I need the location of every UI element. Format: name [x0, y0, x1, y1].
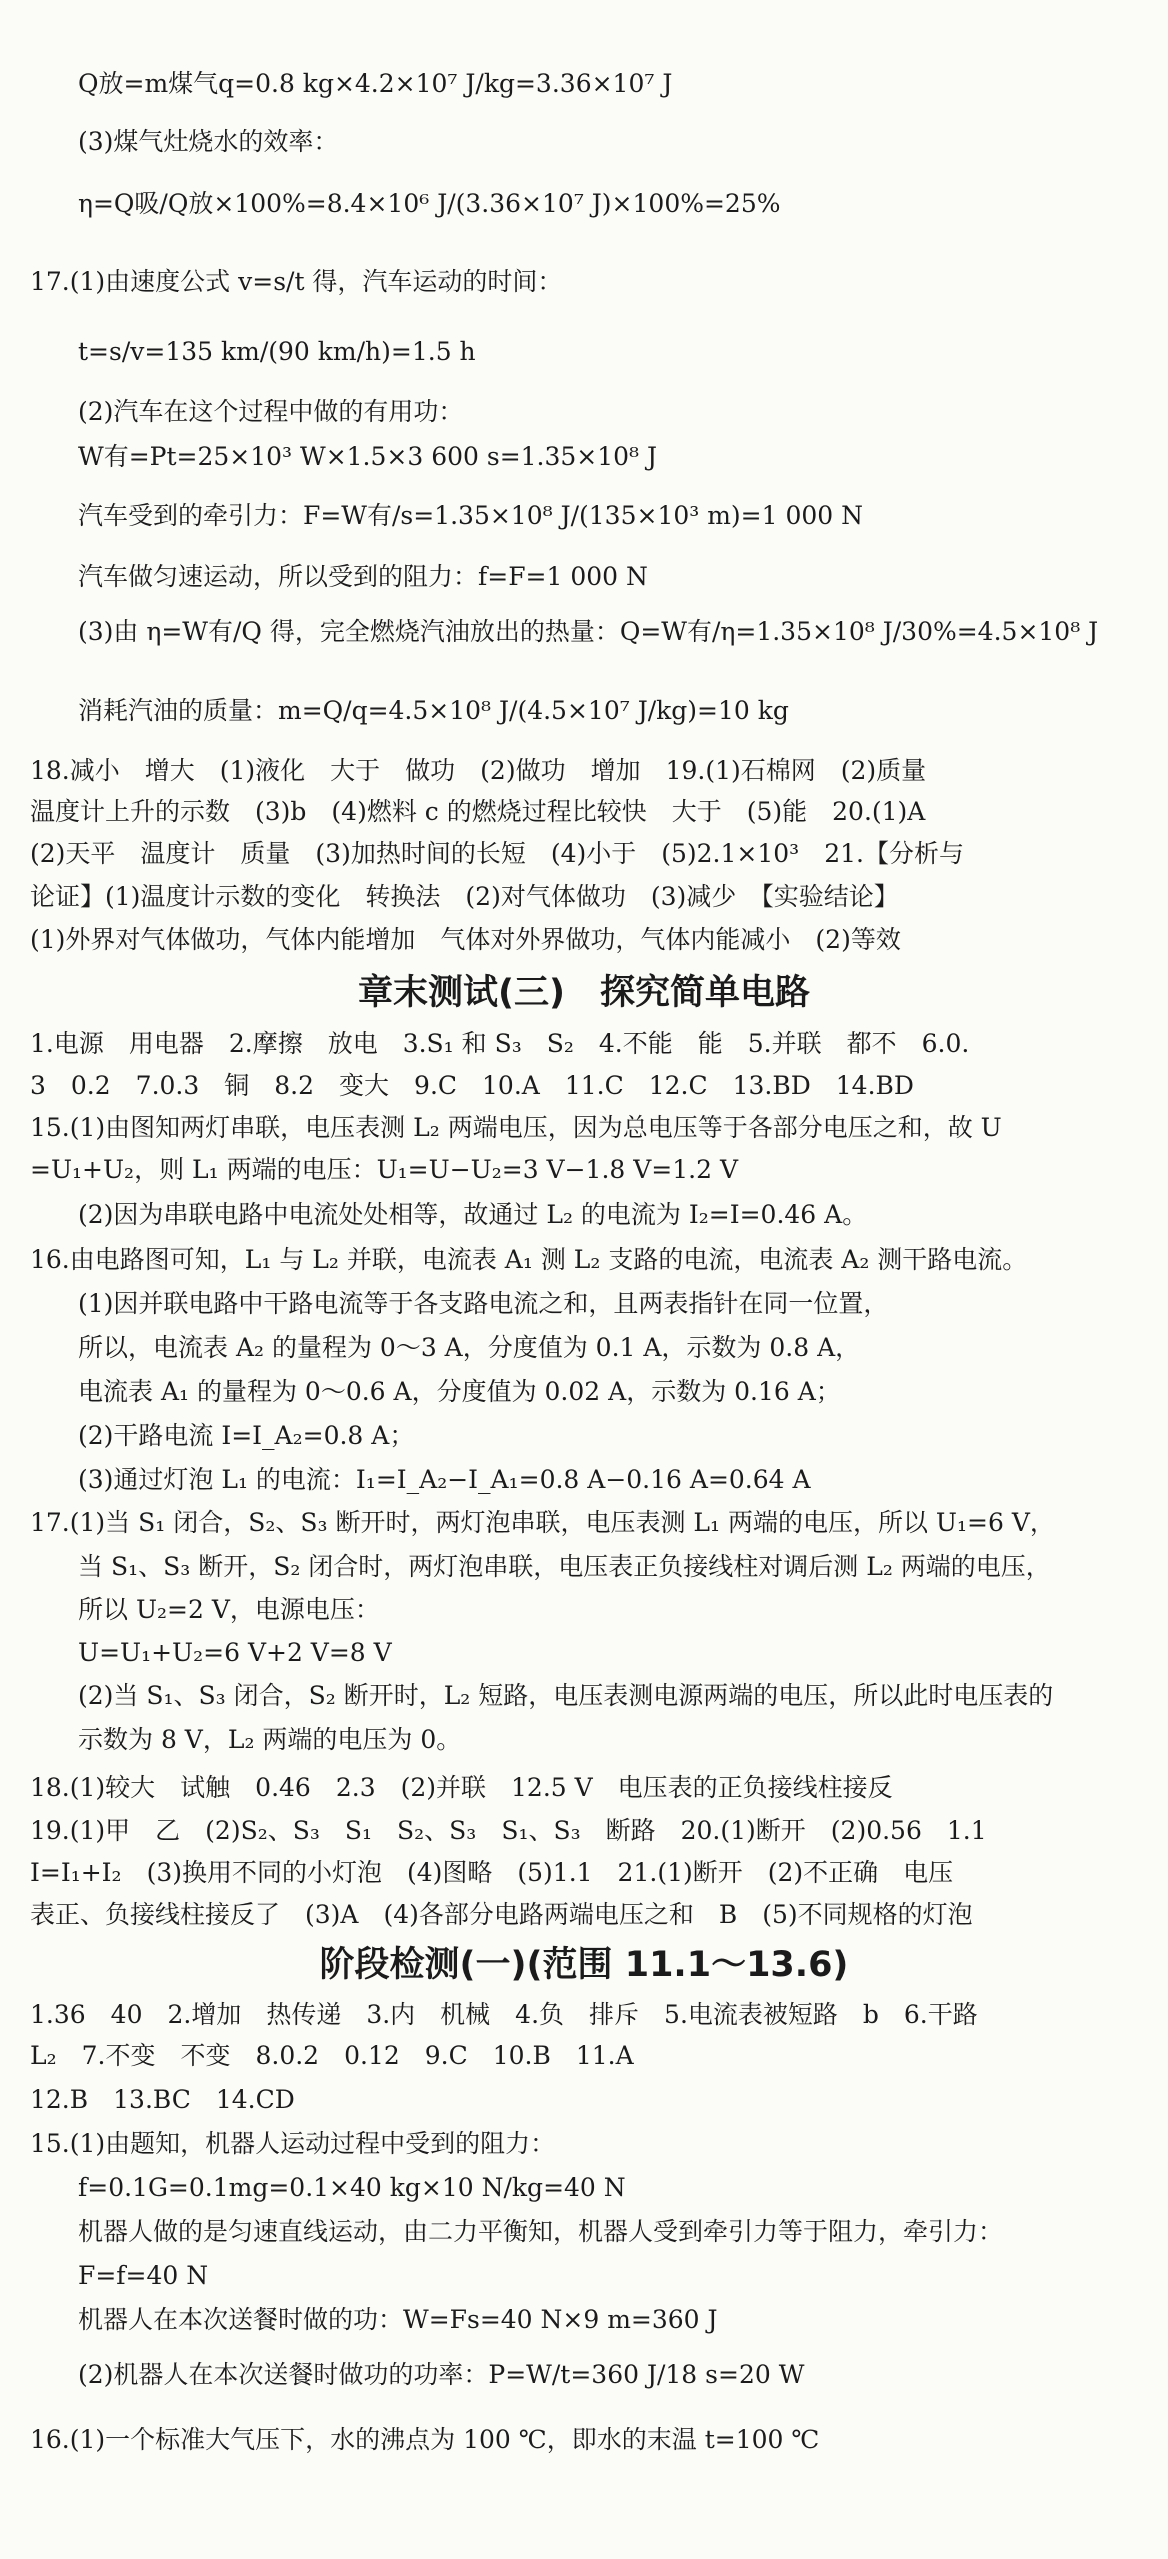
text-line: 所以，电流表 A₂ 的量程为 0～3 A，分度值为 0.1 A，示数为 0.8 A， — [78, 1333, 861, 1362]
text-line: (2)因为串联电路中电流处处相等，故通过 L₂ 的电流为 I₂=I=0.46 A。 — [78, 1200, 868, 1229]
text-line: 16.由电路图可知，L₁ 与 L₂ 并联，电流表 A₁ 测 L₂ 支路的电流，电流表 A₂ 测干路电流。 — [30, 1245, 1028, 1274]
text-line: 所以 U₂=2 V，电源电压： — [78, 1595, 380, 1624]
text-line: 15.(1)由题知，机器人运动过程中受到的阻力： — [30, 2129, 556, 2158]
text-line: I=I₁+I₂ (3)换用不同的小灯泡 (4)图略 (5)1.1 21.(1)断开 (2)不正确 电压 — [30, 1858, 954, 1887]
text-line: η=Q吸/Q放×100%=8.4×10⁶ J/(3.36×10⁷ J)×100%=25% — [78, 189, 781, 218]
text-line: 消耗汽油的质量：m=Q/q=4.5×10⁸ J/(4.5×10⁷ J/kg)=10 kg — [78, 696, 789, 725]
text-line: F=f=40 N — [78, 2261, 209, 2290]
text-line: 17.(1)由速度公式 v=s/t 得，汽车运动的时间： — [30, 267, 563, 296]
text-line: 18.减小 增大 (1)液化 大于 做功 (2)做功 增加 19.(1)石棉网 (2)质量 — [30, 756, 927, 785]
text-line: 18.(1)较大 试触 0.46 2.3 (2)并联 12.5 V 电压表的正负接线柱接反 — [30, 1773, 893, 1802]
text-line: 1.36 40 2.增加 热传递 3.内 机械 4.负 排斥 5.电流表被短路 b 6.干路 — [30, 2000, 978, 2029]
text-line: t=s/v=135 km/(90 km/h)=1.5 h — [78, 337, 476, 366]
text-line: 汽车做匀速运动，所以受到的阻力：f=F=1 000 N — [78, 562, 648, 591]
text-line: (3)煤气灶烧水的效率： — [78, 127, 339, 156]
text-line: (2)机器人在本次送餐时做功的功率：P=W/t=360 J/18 s=20 W — [78, 2360, 805, 2389]
text-line: Q放=m煤气q=0.8 kg×4.2×10⁷ J/kg=3.36×10⁷ J — [78, 69, 673, 98]
text-line: 温度计上升的示数 (3)b (4)燃料 c 的燃烧过程比较快 大于 (5)能 20.(1)A — [30, 797, 926, 826]
text-line: 当 S₁、S₃ 断开，S₂ 闭合时，两灯泡串联，电压表正负接线柱对调后测 L₂ 两端的电压， — [78, 1552, 1051, 1581]
text-line: 表正、负接线柱接反了 (3)A (4)各部分电路两端电压之和 B (5)不同规格的灯泡 — [30, 1900, 973, 1929]
text-line: W有=Pt=25×10³ W×1.5×3 600 s=1.35×10⁸ J — [78, 442, 658, 471]
section-heading: 阶段检测(一)(范围 11.1～13.6) — [319, 1945, 849, 1985]
text-line: f=0.1G=0.1mg=0.1×40 kg×10 N/kg=40 N — [78, 2173, 626, 2202]
text-line: 1.电源 用电器 2.摩擦 放电 3.S₁ 和 S₃ S₂ 4.不能 能 5.并联 都不 6.0. — [30, 1029, 970, 1058]
text-line: 16.(1)一个标准大气压下，水的沸点为 100 ℃，即水的末温 t=100 ℃ — [30, 2425, 820, 2454]
text-line: 汽车受到的牵引力：F=W有/s=1.35×10⁸ J/(135×10³ m)=1 000 N — [78, 501, 864, 530]
text-line: 机器人做的是匀速直线运动，由二力平衡知，机器人受到牵引力等于阻力，牵引力： — [78, 2217, 1004, 2246]
text-line: 论证】(1)温度计示数的变化 转换法 (2)对气体做功 (3)减少 【实验结论】 — [30, 882, 899, 911]
text-line: (1)因并联电路中干路电流等于各支路电流之和，且两表指针在同一位置， — [78, 1289, 889, 1318]
text-line: 机器人在本次送餐时做的功：W=Fs=40 N×9 m=360 J — [78, 2305, 718, 2334]
text-line: 12.B 13.BC 14.CD — [30, 2085, 295, 2114]
section-heading: 章末测试(三) 探究简单电路 — [358, 973, 810, 1013]
text-line: 19.(1)甲 乙 (2)S₂、S₃ S₁ S₂、S₃ S₁、S₃ 断路 20.(1)断开 (2)0.56 1.1 — [30, 1816, 987, 1845]
text-line: (1)外界对气体做功，气体内能增加 气体对外界做功，气体内能减小 (2)等效 — [30, 925, 901, 954]
text-line: 15.(1)由图知两灯串联，电压表测 L₂ 两端电压，因为总电压等于各部分电压之和，故 U — [30, 1113, 1002, 1142]
text-line: 电流表 A₁ 的量程为 0～0.6 A，分度值为 0.02 A，示数为 0.16 A； — [78, 1377, 841, 1406]
text-line: U=U₁+U₂=6 V+2 V=8 V — [78, 1638, 392, 1667]
text-line: (2)天平 温度计 质量 (3)加热时间的长短 (4)小于 (5)2.1×10³ 21.【分析与 — [30, 839, 964, 868]
text-line: =U₁+U₂，则 L₁ 两端的电压：U₁=U−U₂=3 V−1.8 V=1.2 V — [30, 1155, 739, 1184]
text-line: (2)干路电流 I=I_A₂=0.8 A； — [78, 1421, 415, 1450]
text-line: (2)当 S₁、S₃ 闭合，S₂ 断开时，L₂ 短路，电压表测电源两端的电压，所以此时电压表的 — [78, 1681, 1054, 1710]
text-line: (3)由 η=W有/Q 得，完全燃烧汽油放出的热量：Q=W有/η=1.35×10⁸ J/30%=4.5×10⁸ J — [78, 617, 1099, 646]
text-line: 17.(1)当 S₁ 闭合，S₂、S₃ 断开时，两灯泡串联，电压表测 L₁ 两端的电压，所以 U₁=6 V， — [30, 1508, 1055, 1537]
text-line: (2)汽车在这个过程中做的有用功： — [78, 397, 464, 426]
text-line: 示数为 8 V，L₂ 两端的电压为 0。 — [78, 1725, 462, 1754]
text-line: 3 0.2 7.0.3 铜 8.2 变大 9.C 10.A 11.C 12.C 13.BD 14.BD — [30, 1071, 914, 1100]
text-line: (3)通过灯泡 L₁ 的电流：I₁=I_A₂−I_A₁=0.8 A−0.16 A=0.64 A — [78, 1465, 811, 1494]
text-line: L₂ 7.不变 不变 8.0.2 0.12 9.C 10.B 11.A — [30, 2041, 634, 2070]
